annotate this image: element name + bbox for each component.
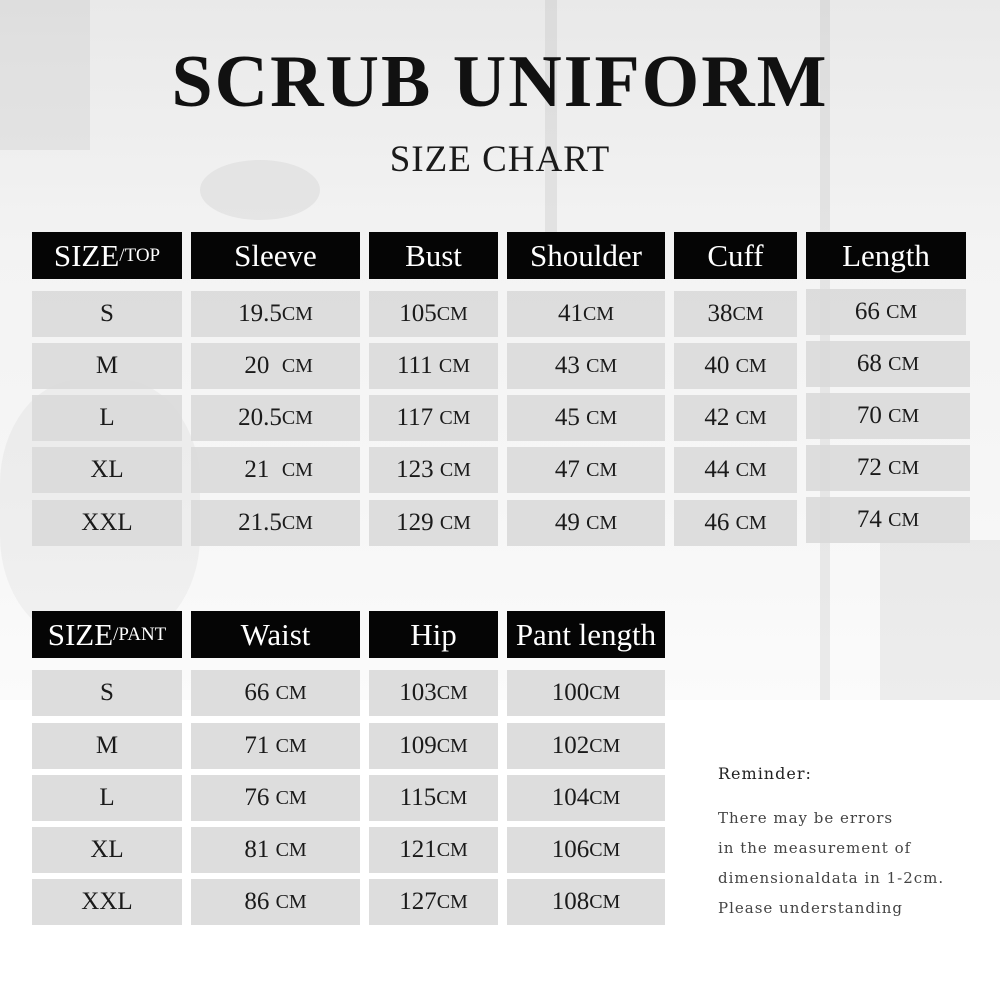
cell-unit: CM bbox=[436, 890, 468, 913]
cell-value: 46 bbox=[704, 509, 736, 536]
reminder-body bbox=[718, 803, 988, 923]
cell-unit: CM bbox=[586, 406, 618, 429]
cell-value: 20.5 bbox=[238, 404, 282, 431]
top-size-cell: S bbox=[32, 291, 182, 337]
cell-value: 105 bbox=[399, 300, 437, 327]
pant-column-header: Pant length bbox=[507, 611, 665, 658]
top-value-cell bbox=[191, 500, 360, 546]
cell-value: 86 bbox=[244, 888, 276, 915]
pant-value-cell bbox=[369, 827, 498, 873]
background-shape bbox=[880, 540, 1000, 700]
top-value-cell bbox=[674, 500, 797, 546]
cell-value: 43 bbox=[554, 352, 587, 379]
pant-size-cell: M bbox=[32, 723, 182, 769]
top-value-cell bbox=[806, 497, 970, 543]
cell-value: 44 bbox=[704, 456, 736, 483]
cell-unit: CM bbox=[439, 406, 471, 429]
pant-size-cell: L bbox=[32, 775, 182, 821]
top-value-cell bbox=[674, 395, 797, 441]
cell-unit: CM bbox=[436, 734, 468, 757]
cell-unit: CM bbox=[275, 890, 307, 913]
top-size-header bbox=[32, 232, 182, 279]
cell-value: 115 bbox=[399, 784, 437, 811]
top-size-cell: L bbox=[32, 395, 182, 441]
top-value-cell bbox=[191, 291, 360, 337]
cell-value: 123 bbox=[396, 456, 440, 483]
pant-size-header-label: SIZE bbox=[47, 616, 114, 652]
cell-value: 21.5 bbox=[238, 509, 282, 536]
pant-size-header bbox=[32, 611, 182, 658]
cell-value: 42 bbox=[704, 404, 736, 431]
cell-value: 68 bbox=[856, 350, 889, 377]
reminder-line: in the measurement of bbox=[718, 839, 912, 857]
cell-value: 100 bbox=[551, 679, 590, 706]
cell-unit: CM bbox=[888, 456, 920, 479]
cell-value: 45 bbox=[554, 404, 587, 431]
reminder-note bbox=[718, 764, 988, 923]
cell-unit: CM bbox=[436, 786, 468, 809]
top-value-cell bbox=[806, 289, 966, 335]
top-value-cell bbox=[674, 291, 797, 337]
top-value-cell bbox=[369, 343, 498, 389]
top-column-header: Shoulder bbox=[507, 232, 665, 279]
cell-unit: CM bbox=[439, 458, 471, 481]
top-size-header-sub: /TOP bbox=[119, 244, 161, 266]
top-value-cell bbox=[507, 291, 665, 337]
top-column-header: Cuff bbox=[674, 232, 797, 279]
cell-value: 19.5 bbox=[238, 300, 282, 327]
cell-value: 76 bbox=[244, 784, 276, 811]
top-value-cell bbox=[674, 343, 797, 389]
cell-unit: CM bbox=[281, 354, 313, 377]
page-title: SCRUB UNIFORM bbox=[171, 41, 829, 123]
pant-value-cell bbox=[191, 775, 360, 821]
cell-value: 127 bbox=[399, 888, 437, 915]
reminder-line: dimensionaldata in 1-2cm. bbox=[718, 869, 945, 887]
top-value-cell bbox=[369, 395, 498, 441]
cell-unit: CM bbox=[436, 838, 468, 861]
top-column-header: Bust bbox=[369, 232, 498, 279]
cell-unit: CM bbox=[275, 786, 307, 809]
cell-value: 104 bbox=[551, 784, 590, 811]
top-column-header: Length bbox=[806, 232, 966, 279]
cell-unit: CM bbox=[275, 734, 307, 757]
cell-value: 41 bbox=[557, 300, 583, 327]
cell-unit: CM bbox=[436, 302, 468, 325]
top-size-cell: XXL bbox=[32, 500, 182, 546]
top-size-header-label: SIZE bbox=[53, 237, 120, 273]
cell-unit: CM bbox=[281, 458, 313, 481]
cell-value: 20 bbox=[238, 352, 282, 379]
cell-unit: CM bbox=[589, 734, 621, 757]
cell-unit: CM bbox=[888, 508, 920, 531]
cell-unit: CM bbox=[886, 300, 918, 323]
cell-unit: CM bbox=[589, 838, 621, 861]
top-value-cell bbox=[806, 393, 970, 439]
reminder-line: There may be errors bbox=[718, 809, 894, 827]
pant-value-cell bbox=[191, 879, 360, 925]
pant-column-header: Hip bbox=[369, 611, 498, 658]
cell-unit: CM bbox=[735, 458, 767, 481]
cell-value: 70 bbox=[856, 402, 889, 429]
top-value-cell bbox=[507, 395, 665, 441]
top-value-cell bbox=[806, 445, 970, 491]
top-value-cell bbox=[806, 341, 970, 387]
pant-value-cell bbox=[369, 879, 498, 925]
cell-value: 66 bbox=[244, 679, 276, 706]
cell-value: 38 bbox=[707, 300, 733, 327]
pant-size-cell: XXL bbox=[32, 879, 182, 925]
cell-unit: CM bbox=[586, 511, 618, 534]
pant-value-cell bbox=[369, 670, 498, 716]
cell-unit: CM bbox=[281, 511, 313, 534]
pant-value-cell bbox=[191, 723, 360, 769]
cell-unit: CM bbox=[586, 458, 618, 481]
pant-value-cell bbox=[507, 827, 665, 873]
cell-unit: CM bbox=[888, 404, 920, 427]
pant-value-cell bbox=[507, 723, 665, 769]
reminder-title: Reminder: bbox=[718, 764, 812, 783]
top-value-cell bbox=[507, 343, 665, 389]
cell-unit: CM bbox=[438, 354, 471, 377]
cell-value: 109 bbox=[399, 732, 437, 759]
cell-value: 72 bbox=[856, 454, 889, 481]
top-value-cell bbox=[191, 343, 360, 389]
cell-value: 66 bbox=[854, 298, 887, 325]
pant-size-cell: S bbox=[32, 670, 182, 716]
cell-unit: CM bbox=[888, 352, 920, 375]
top-value-cell bbox=[674, 447, 797, 493]
top-value-cell bbox=[507, 447, 665, 493]
top-size-cell: XL bbox=[32, 447, 182, 493]
cell-value: 49 bbox=[554, 509, 587, 536]
cell-unit: CM bbox=[439, 511, 471, 534]
pant-size-cell: XL bbox=[32, 827, 182, 873]
top-value-cell bbox=[369, 447, 498, 493]
cell-unit: CM bbox=[281, 302, 313, 325]
cell-unit: CM bbox=[586, 354, 618, 377]
cell-value: 129 bbox=[396, 509, 440, 536]
cell-unit: CM bbox=[589, 681, 621, 704]
pant-value-cell bbox=[507, 670, 665, 716]
page-subtitle: SIZE CHART bbox=[389, 139, 611, 180]
pant-value-cell bbox=[369, 775, 498, 821]
top-value-cell bbox=[369, 500, 498, 546]
cell-value: 74 bbox=[856, 506, 889, 533]
pant-value-cell bbox=[507, 775, 665, 821]
cell-unit: CM bbox=[735, 406, 767, 429]
cell-value: 47 bbox=[554, 456, 587, 483]
pant-size-header-sub: /PANT bbox=[113, 623, 167, 645]
top-value-cell bbox=[191, 447, 360, 493]
cell-unit: CM bbox=[281, 406, 313, 429]
cell-value: 106 bbox=[551, 836, 590, 863]
cell-unit: CM bbox=[275, 681, 307, 704]
pant-value-cell bbox=[507, 879, 665, 925]
reminder-line: Please understanding bbox=[718, 899, 904, 917]
cell-unit: CM bbox=[589, 890, 621, 913]
cell-unit: CM bbox=[275, 838, 307, 861]
cell-value: 21 bbox=[238, 456, 282, 483]
cell-value: 71 bbox=[244, 732, 276, 759]
pant-column-header: Waist bbox=[191, 611, 360, 658]
cell-value: 108 bbox=[551, 888, 590, 915]
cell-unit: CM bbox=[589, 786, 621, 809]
cell-unit: CM bbox=[732, 302, 764, 325]
cell-unit: CM bbox=[582, 302, 615, 325]
pant-value-cell bbox=[191, 827, 360, 873]
cell-value: 81 bbox=[244, 836, 276, 863]
top-column-header: Sleeve bbox=[191, 232, 360, 279]
cell-value: 111 bbox=[396, 352, 439, 379]
cell-value: 121 bbox=[399, 836, 437, 863]
cell-value: 102 bbox=[551, 732, 590, 759]
cell-unit: CM bbox=[735, 511, 767, 534]
top-value-cell bbox=[369, 291, 498, 337]
cell-unit: CM bbox=[735, 354, 767, 377]
top-value-cell bbox=[191, 395, 360, 441]
pant-value-cell bbox=[369, 723, 498, 769]
cell-value: 40 bbox=[704, 352, 736, 379]
pant-value-cell bbox=[191, 670, 360, 716]
cell-value: 103 bbox=[399, 679, 437, 706]
top-value-cell bbox=[507, 500, 665, 546]
cell-value: 117 bbox=[396, 404, 440, 431]
cell-unit: CM bbox=[436, 681, 468, 704]
top-size-cell: M bbox=[32, 343, 182, 389]
